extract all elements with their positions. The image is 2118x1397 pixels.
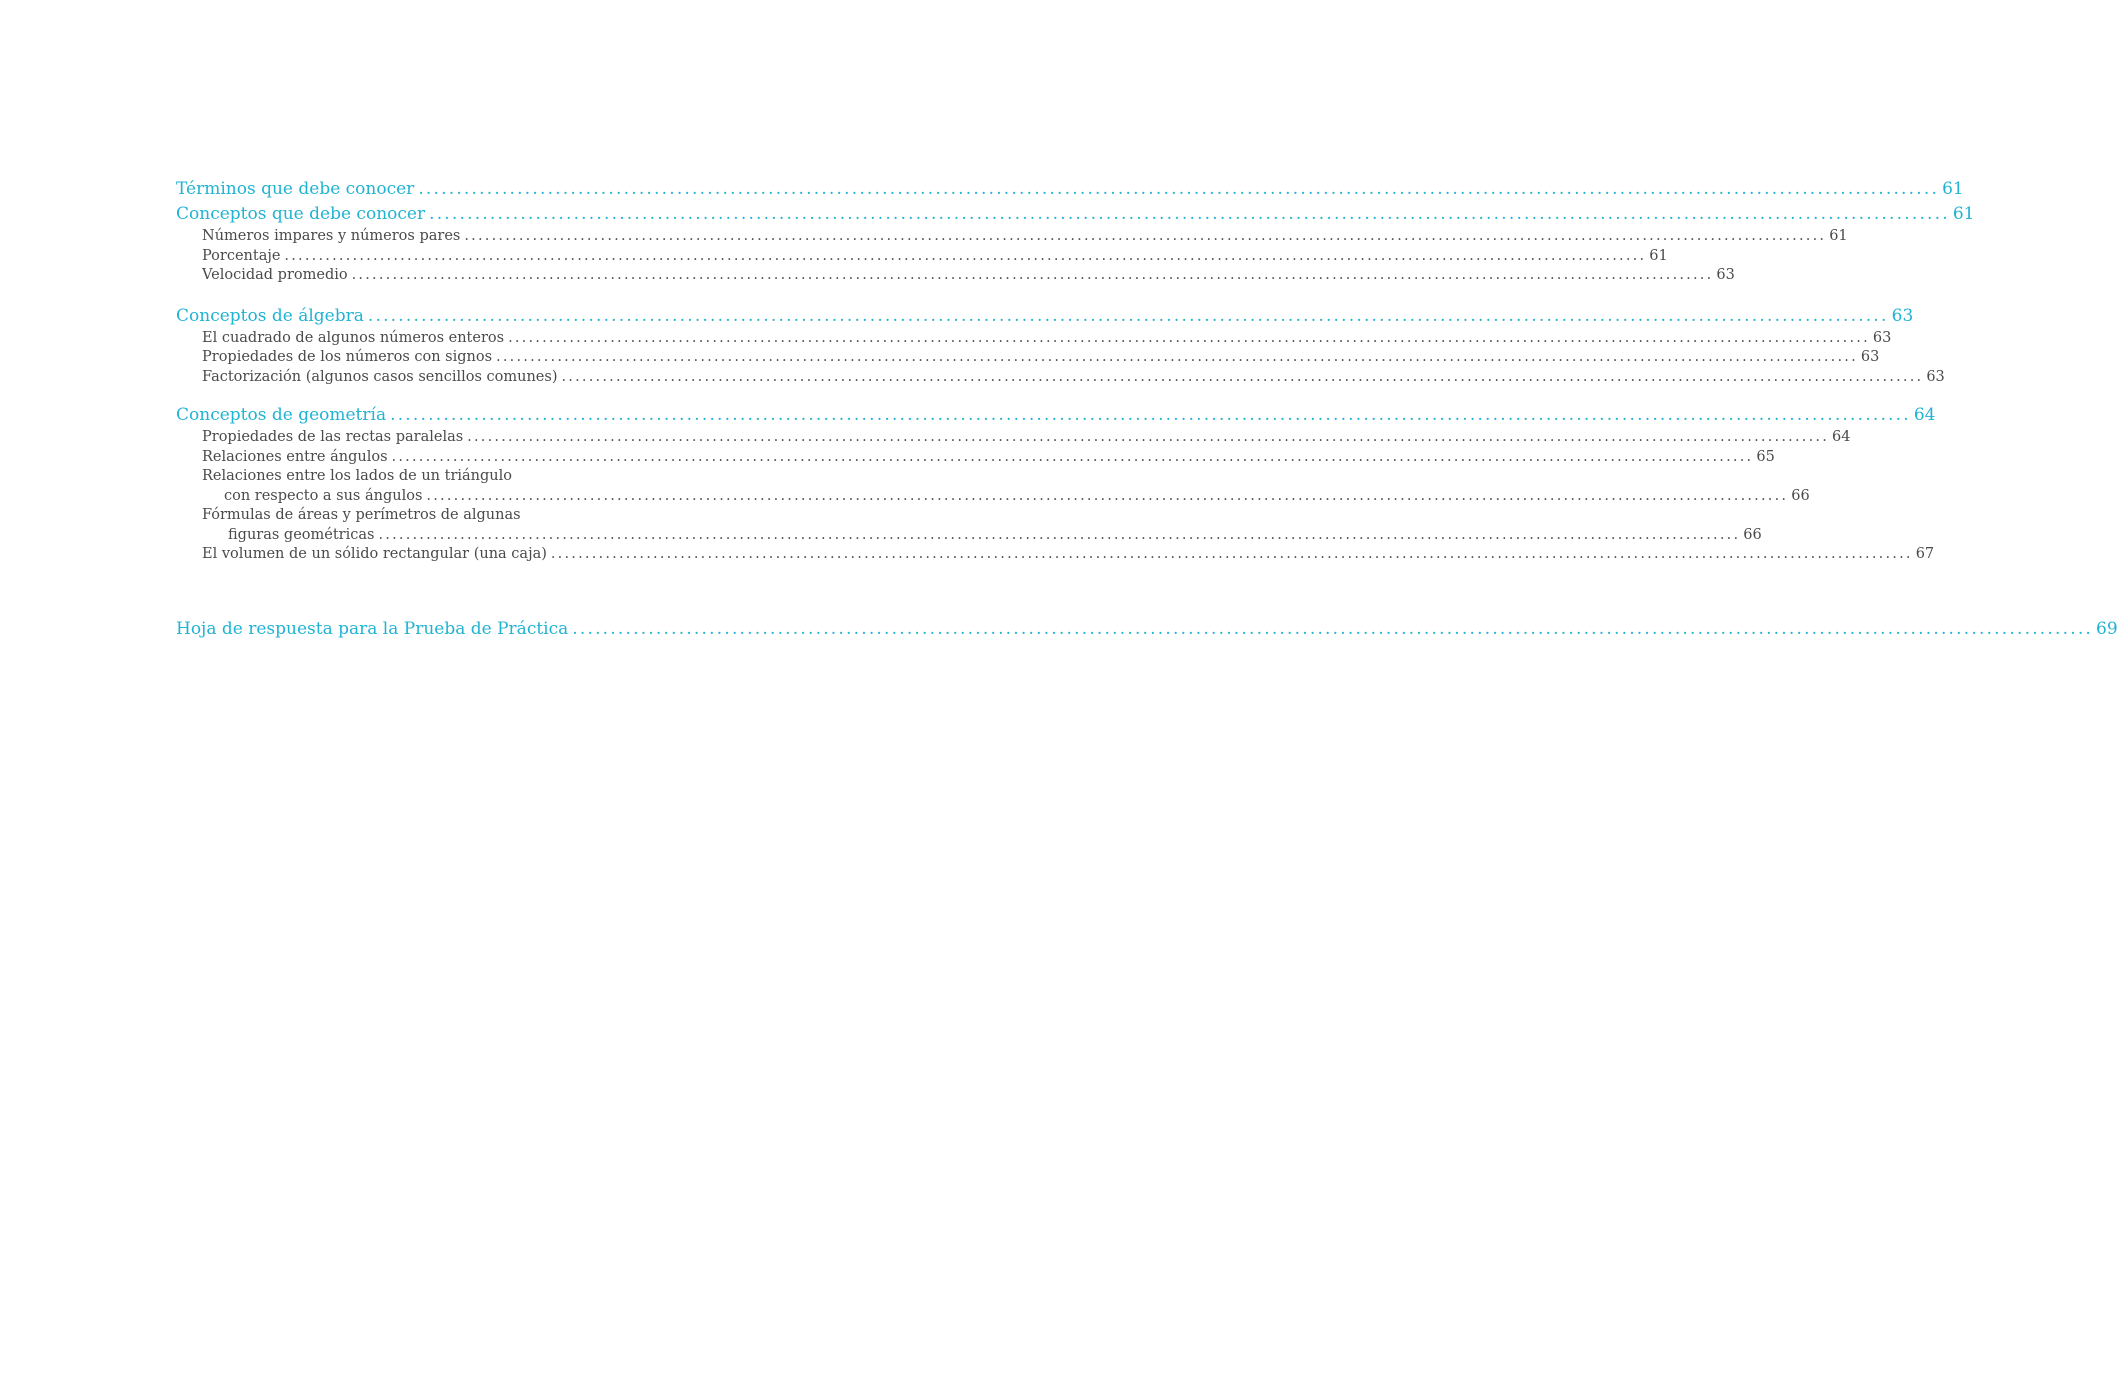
toc-page-number: 61: [1942, 179, 1964, 199]
toc-page-number: 63: [1872, 329, 1892, 346]
dot-leader: ........................................................................................................................................................................................................: [284, 247, 1647, 264]
toc-page-number: 66: [1791, 487, 1810, 504]
dot-leader: ........................................................................................................................................................................................................: [351, 267, 1714, 283]
toc-heading-algebra[interactable]: [176, 304, 1914, 329]
toc-heading-hoja-respuesta[interactable]: [176, 617, 2118, 642]
toc-subitem-label: El volumen de un sólido rectangular (una caja): [202, 546, 547, 562]
dot-leader: ........................................................................................................................................................................................................: [467, 429, 1829, 445]
toc-subitem-label: Fórmulas de áreas y perímetros de algunas: [202, 507, 521, 523]
dot-leader: ........................................................................................................................................................................................................: [561, 368, 1924, 385]
toc-page-number: 61: [1829, 228, 1848, 244]
toc-subitem[interactable]: [176, 448, 1775, 468]
dot-leader: ........................................................................................................................................................................................................: [391, 448, 1754, 465]
toc-subitem-label: El cuadrado de algunos números enteros: [202, 329, 505, 346]
dot-leader: ........................................................................................................................................................................................................: [378, 526, 1741, 543]
toc-subitem-label: figuras geométricas: [228, 526, 375, 543]
toc-subitem-label: con respecto a sus ángulos: [224, 487, 423, 504]
dot-leader: ........................................................................................................................................................................................................: [418, 179, 1940, 199]
toc-subitem[interactable]: [176, 247, 1668, 267]
toc-subitem-line1[interactable]: [176, 506, 831, 526]
toc-page-number: 64: [1913, 405, 1936, 425]
spacer: [176, 387, 831, 403]
toc-heading-conceptos[interactable]: [176, 202, 1975, 227]
toc-subitem-label: Factorización (algunos casos sencillos comunes): [202, 368, 558, 385]
toc-heading-terminos[interactable]: [176, 177, 1964, 202]
dot-leader: ........................................................................................................................................................................................................: [508, 329, 1870, 346]
toc-page-number: 63: [1860, 349, 1880, 365]
toc-page-number: 61: [1952, 204, 1975, 224]
toc-subitem[interactable]: [176, 428, 1851, 448]
dot-leader: ........................................................................................................................................................................................................: [390, 405, 1911, 425]
toc-heading-label: Conceptos de álgebra: [176, 305, 364, 326]
dot-leader: ........................................................................................................................................................................................................: [464, 228, 1827, 244]
dot-leader: ........................................................................................................................................................................................................: [496, 349, 1858, 365]
toc-heading-label: Conceptos que debe conocer: [176, 204, 426, 224]
toc-page-number: 61: [1649, 247, 1668, 264]
toc-page-number: 69: [2096, 618, 2118, 639]
toc-page-number: 63: [1891, 305, 1914, 326]
toc-page-number: 67: [1915, 546, 1935, 562]
spacer: [176, 565, 831, 617]
toc-heading-label: Términos que debe conocer: [176, 179, 415, 199]
toc-subitem-label: Velocidad promedio: [202, 267, 348, 283]
toc-page-number: 63: [1716, 267, 1735, 283]
toc-subitem[interactable]: [176, 266, 1735, 286]
toc-subitem-line2[interactable]: [176, 526, 1762, 546]
toc-page-number: 66: [1743, 526, 1762, 543]
table-of-contents: [176, 177, 2118, 642]
toc-heading-label: Hoja de respuesta para la Prueba de Práctica: [176, 618, 569, 639]
toc-subitem[interactable]: [176, 545, 1935, 565]
toc-subitem-label: Porcentaje: [202, 247, 281, 264]
toc-heading-geometria[interactable]: [176, 403, 1936, 428]
toc-subitem-label: Propiedades de los números con signos: [202, 349, 493, 365]
toc-subitem-line2[interactable]: [176, 487, 1810, 507]
toc-subitem-line1[interactable]: [176, 467, 831, 487]
dot-leader: ........................................................................................................................................................................................................: [367, 305, 1889, 326]
toc-page-number: 63: [1926, 368, 1945, 385]
dot-leader: ........................................................................................................................................................................................................: [572, 618, 2094, 639]
dot-leader: ........................................................................................................................................................................................................: [550, 546, 1913, 562]
toc-subitem[interactable]: [176, 348, 1880, 368]
toc-subitem-label: Relaciones entre los lados de un triángulo: [202, 468, 512, 484]
toc-subitem[interactable]: [176, 227, 1848, 247]
toc-heading-label: Conceptos de geometría: [176, 405, 387, 425]
toc-subitem[interactable]: [176, 368, 1945, 388]
toc-subitem-label: Números impares y números pares: [202, 228, 461, 244]
toc-page-number: 64: [1832, 429, 1851, 445]
toc-subitem-label: Propiedades de las rectas paralelas: [202, 429, 464, 445]
spacer: [176, 286, 831, 304]
toc-subitem[interactable]: [176, 329, 1892, 349]
toc-subitem-label: Relaciones entre ángulos: [202, 448, 388, 465]
dot-leader: ........................................................................................................................................................................................................: [426, 487, 1789, 504]
dot-leader: ........................................................................................................................................................................................................: [429, 204, 1950, 224]
toc-page-number: 65: [1756, 448, 1775, 465]
